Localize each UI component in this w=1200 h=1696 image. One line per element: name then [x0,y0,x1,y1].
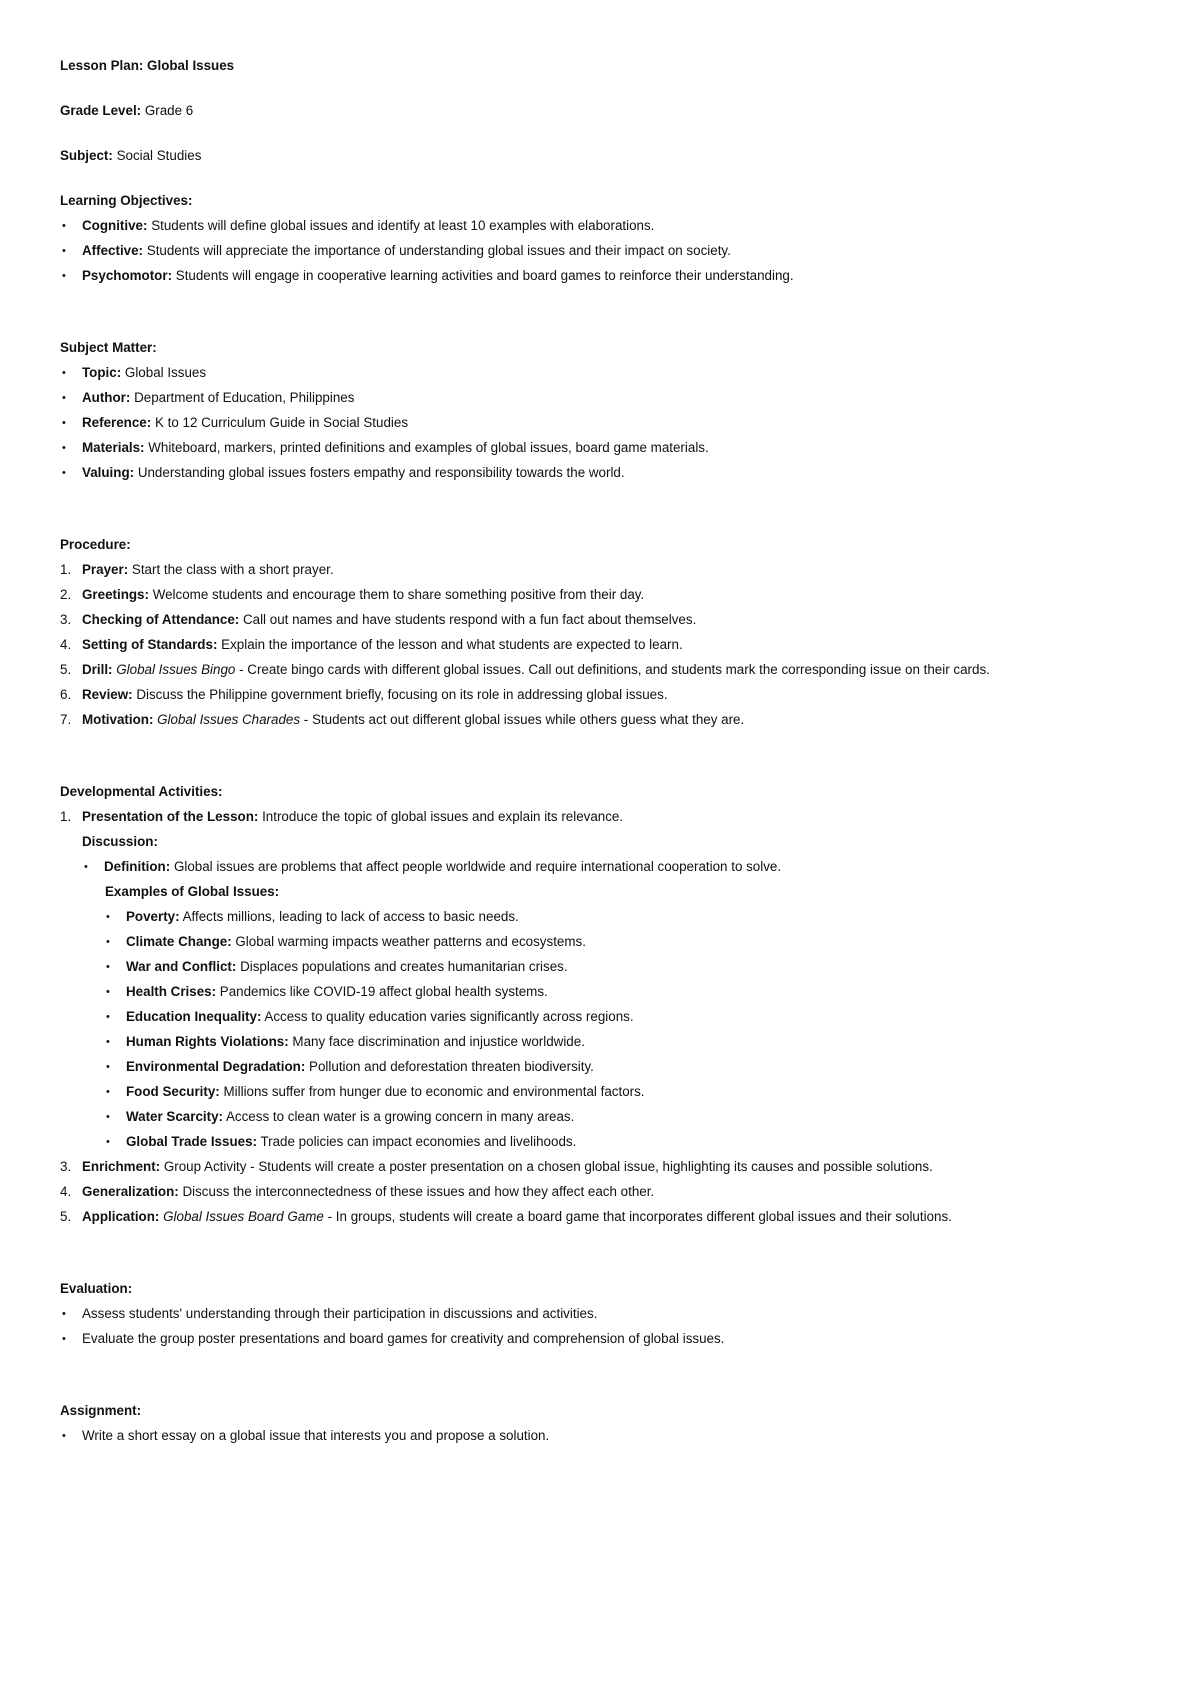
objectives-heading: Learning Objectives: [60,193,193,208]
grade-level-value: Grade 6 [144,103,194,118]
grade-level-line [60,101,1180,121]
list-item: 1. Presentation of the Lesson: Introduce the topic of global issues and explain its relevance. [60,809,624,824]
evaluation-heading: Evaluation: [60,1281,133,1296]
list-item: Topic: Global Issues [82,365,207,380]
grade-level-label: Grade Level: [60,103,142,118]
developmental-heading: Developmental Activities: [60,784,223,799]
list-item: 5. Application: Global Issues Board Game - In groups, students will create a board game that incorporates different global issues and their solutions. [60,1209,952,1224]
list-item: Human Rights Violations: Many face discrimination and injustice worldwide. [126,1034,585,1049]
list-item: 2. Greetings: Welcome students and encourage them to share something positive from their day. [60,587,645,602]
list-item: Evaluate the group poster presentations and board games for creativity and comprehension of global issues. [82,1331,725,1346]
definition-item: Definition: Global issues are problems that affect people worldwide and require international cooperation to solve. [104,859,782,874]
list-item: 3. Enrichment: Group Activity - Students will create a poster presentation on a chosen global issue, highlighting its causes and possible solutions. [60,1159,933,1174]
document-title: Lesson Plan: Global Issues [60,58,235,73]
list-item: War and Conflict: Displaces populations and creates humanitarian crises. [126,959,568,974]
list-item: Poverty: Affects millions, leading to lack of access to basic needs. [126,909,519,924]
list-item: 6. Review: Discuss the Philippine government briefly, focusing on its role in addressing global issues. [60,687,668,702]
list-item: Reference: K to 12 Curriculum Guide in Social Studies [82,415,409,430]
list-item: 5. Drill: Global Issues Bingo - Create bingo cards with different global issues. Call out definitions, and students mark the corresponding issue on their cards. [60,662,990,677]
list-item: Assess students' understanding through their participation in discussions and activities. [82,1306,598,1321]
list-item: Water Scarcity: Access to clean water is a growing concern in many areas. [126,1109,575,1124]
list-item: Write a short essay on a global issue that interests you and propose a solution. [82,1428,550,1443]
list-item: Climate Change: Global warming impacts weather patterns and ecosystems. [126,934,586,949]
subject-value: Social Studies [116,148,202,163]
subject-matter-list [60,363,1180,483]
list-item: 4. Generalization: Discuss the interconnectedness of these issues and how they affect each other. [60,1184,655,1199]
list-item: Environmental Degradation: Pollution and deforestation threaten biodiversity. [126,1059,594,1074]
evaluation-list [60,1304,1180,1349]
lesson-plan-document [60,56,1180,1446]
list-item: Food Security: Millions suffer from hunger due to economic and environmental factors. [126,1084,645,1099]
list-item: Psychomotor: Students will engage in cooperative learning activities and board games to reinforce their understanding. [82,268,794,283]
list-item: Education Inequality: Access to quality education varies significantly across regions. [126,1009,634,1024]
procedure-list [60,560,1180,730]
list-item: Global Trade Issues: Trade policies can impact economies and livelihoods. [126,1134,577,1149]
list-item: Materials: Whiteboard, markers, printed definitions and examples of global issues, board game materials. [82,440,709,455]
list-item: Valuing: Understanding global issues fosters empathy and responsibility towards the world. [82,465,625,480]
objectives-list [60,216,1180,286]
list-item: 1. Prayer: Start the class with a short prayer. [60,562,334,577]
list-item: 7. Motivation: Global Issues Charades - Students act out different global issues while others guess what they are. [60,712,745,727]
list-item: Affective: Students will appreciate the importance of understanding global issues and their impact on society. [82,243,731,258]
assignment-list [60,1426,1180,1446]
developmental-list [60,807,1180,1227]
assignment-heading: Assignment: [60,1403,142,1418]
list-item: Author: Department of Education, Philippines [82,390,355,405]
list-item: Cognitive: Students will define global issues and identify at least 10 examples with elaborations. [82,218,655,233]
list-item: 4. Setting of Standards: Explain the importance of the lesson and what students are expected to learn. [60,637,683,652]
examples-list [60,907,1180,1152]
procedure-heading: Procedure: [60,537,131,552]
list-item: Health Crises: Pandemics like COVID-19 affect global health systems. [126,984,548,999]
subject-line [60,146,1180,166]
subject-label: Subject: [60,148,113,163]
list-item: 3. Checking of Attendance: Call out names and have students respond with a fun fact about themselves. [60,612,697,627]
examples-heading: Examples of Global Issues: [105,884,280,899]
subject-matter-heading: Subject Matter: [60,340,157,355]
discussion-label: Discussion: [82,834,158,849]
